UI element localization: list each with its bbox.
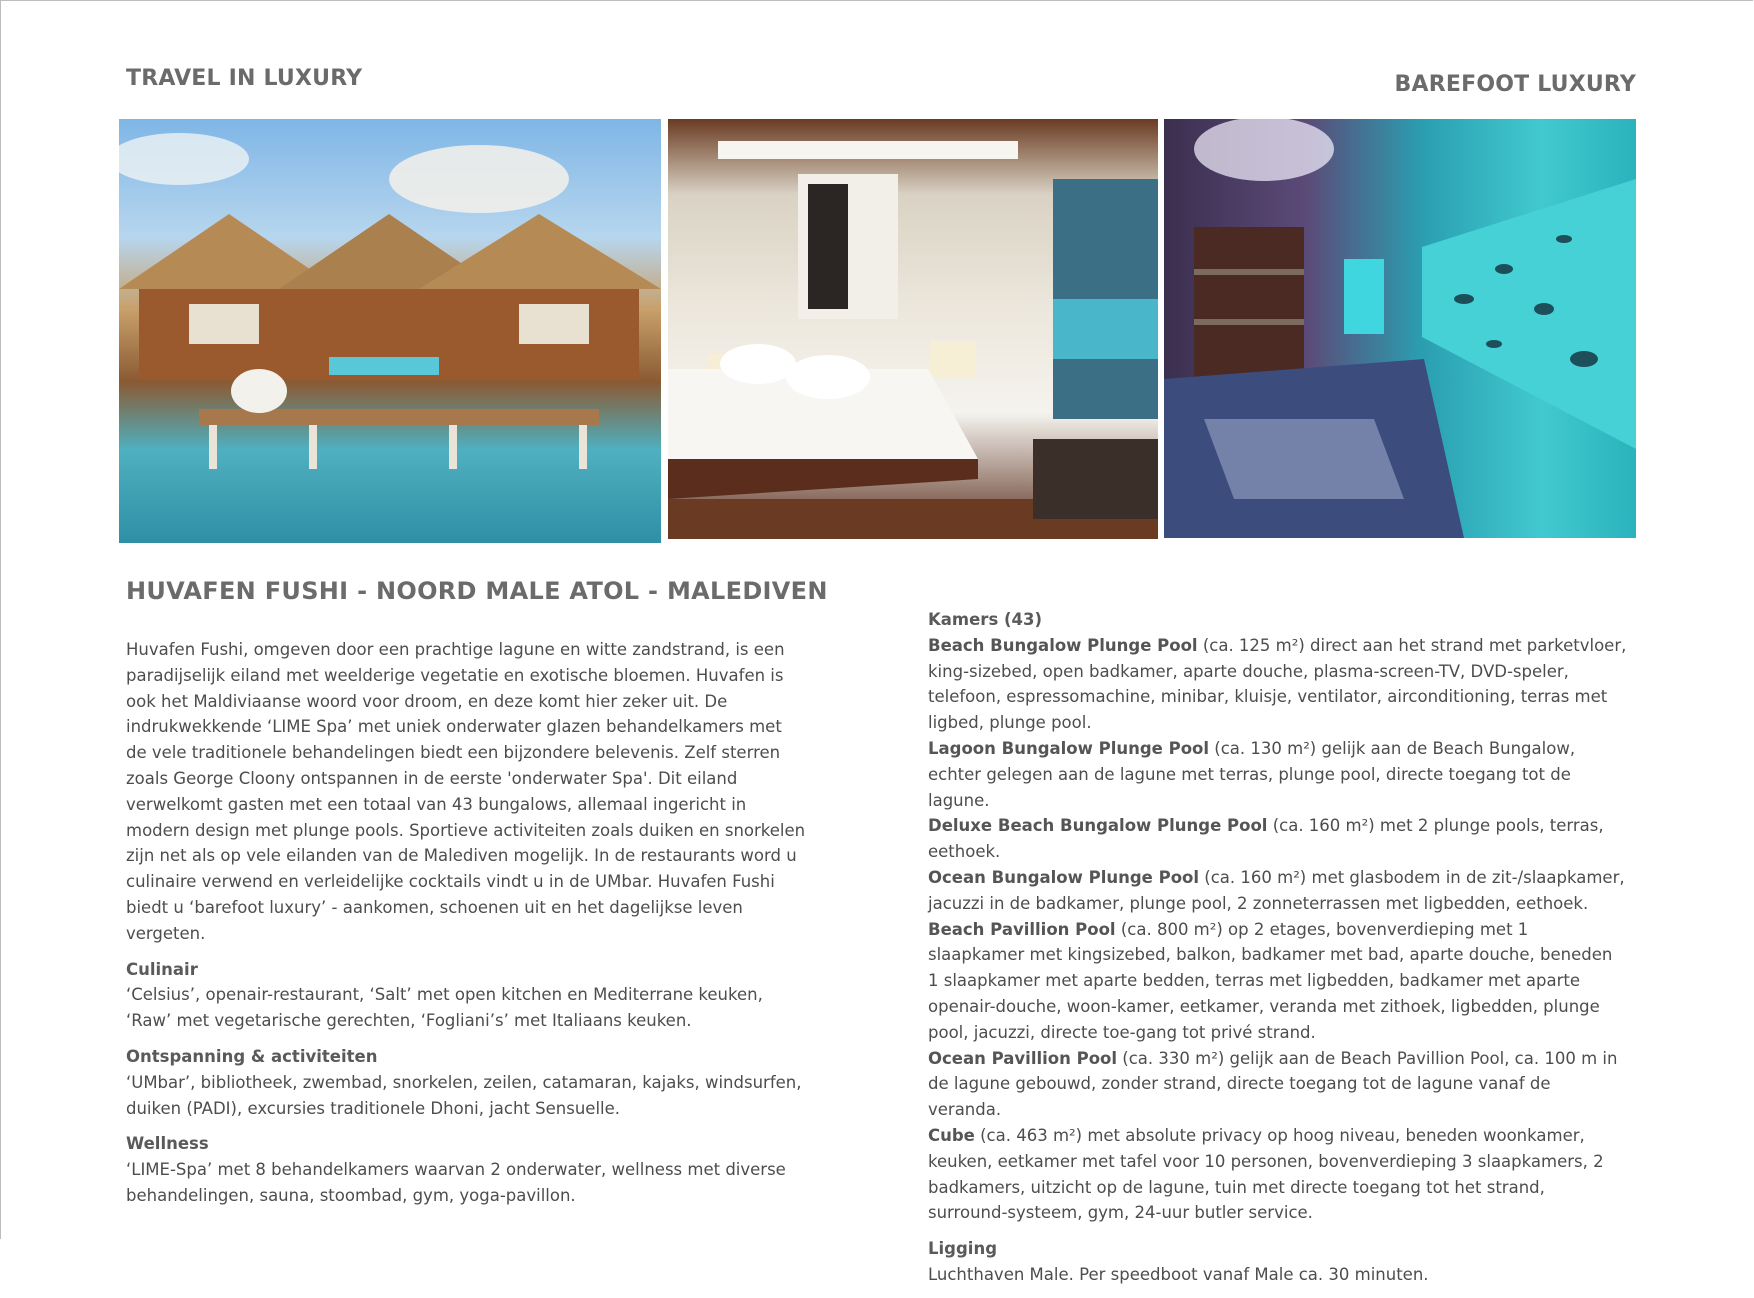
room-name: Lagoon Bungalow Plunge Pool (928, 738, 1210, 758)
room-entry (928, 736, 1628, 813)
travel-in-luxury-kicker: TRAVEL IN LUXURY (126, 66, 363, 91)
room-name: Deluxe Beach Bungalow Plunge Pool (928, 816, 1268, 836)
room-entry (928, 865, 1628, 917)
room-name: Beach Bungalow Plunge Pool (928, 635, 1198, 655)
room-entry (928, 813, 1628, 865)
room-description: (ca. 125 m²) direct aan het strand met parketvloer, king-sizebed, open badkamer, aparte douche, plasma-screen-TV, DVD-speler, telefoon, espressomachine, minibar, kluisje, ventilator, airconditioning, terras met ligbed, plunge pool. (928, 635, 1627, 733)
barefoot-luxury-kicker: BAREFOOT LUXURY (1394, 72, 1636, 97)
room-description: (ca. 160 m²) met 2 plunge pools, terras, eethoek. (928, 816, 1604, 862)
overwater-bungalows-photo (119, 119, 661, 543)
room-entry (928, 633, 1628, 736)
intro-paragraph: Huvafen Fushi, omgeven door een prachtige lagune en witte zandstrand, is een paradijselijk eiland met weelderige vegetatie en exotische bloemen. Huvafen is ook het Maldiviaanse woord voor droom, en deze komt hier zeker uit. De indrukwekkende ‘LIME Spa’ met uniek onderwater glazen behandelkamers met de vele traditionele behandelingen biedt een bijzondere belevenis. Zelf sterren zoals George Cloony ontspannen in de eerste 'onderwater Spa'. Dit eiland verwelkomt gasten met een totaal van 43 bungalows, allemaal ingericht in modern design met plunge pools. Sportieve activiteiten zoals duiken en snorkelen zijn net als op vele eilanden van de Malediven mogelijk. In de restaurants word u culinaire verwend en verleidelijke cocktails vindt u in de UMbar. Huvafen Fushi biedt u ‘barefoot luxury’ - aankomen, schoenen uit en het dagelijkse leven vergeten. (126, 640, 806, 943)
location-body: Luchthaven Male. Per speedboot vanaf Male ca. 30 minuten. (928, 1264, 1429, 1284)
culinair-body: ‘Celsius’, openair-restaurant, ‘Salt’ met open kitchen en Mediterrane keuken, ‘Raw’ met vegetarische gerechten, ‘Fogliani’s’ met Italiaans keuken. (126, 985, 763, 1031)
resort-title: HUVAFEN FUSHI - NOORD MALE ATOL - MALEDIVEN (126, 577, 828, 605)
wellness-body: ‘LIME-Spa’ met 8 behandelkamers waarvan 2 onderwater, wellness met diverse behandelingen, sauna, stoombad, gym, yoga-pavillon. (126, 1160, 786, 1205)
room-description: (ca. 463 m²) met absolute privacy op hoog niveau, beneden woonkamer, keuken, eetkamer met tafel voor 10 personen, bovenverdieping 3 slaapkamers, 2 badkamers, uitzicht op de lagune, tuin met directe toegang tot het strand, surround-systeem, gym, 24-uur butler service. (928, 1125, 1604, 1223)
room-entry (928, 1123, 1628, 1226)
left-column (126, 637, 806, 1219)
room-description: (ca. 330 m²) gelijk aan de Beach Pavillion Pool, ca. 100 m in de lagune gebouwd, zonder strand, directe toegang tot de lagune vanaf de veranda. (928, 1048, 1618, 1120)
culinair-heading: Culinair (126, 959, 198, 979)
room-entry (928, 1046, 1628, 1123)
underwater-spa-photo (1164, 119, 1636, 538)
ontspanning-body: ‘UMbar’, bibliotheek, zwembad, snorkelen, zeilen, catamaran, kajaks, windsurfen, duiken (PADI), excursies traditionele Dhoni, jacht Sensuelle. (126, 1072, 802, 1118)
room-description: (ca. 160 m²) met glasbodem in de zit-/slaapkamer, jacuzzi in de badkamer, plunge pool, 2 zonneterrassen met ligbedden, eethoek. (928, 867, 1625, 913)
room-description: (ca. 130 m²) gelijk aan de Beach Bungalow, echter gelegen aan de lagune met terras, plunge pool, directe toegang tot de lagune. (928, 738, 1576, 810)
wellness-heading: Wellness (126, 1134, 209, 1154)
right-column (928, 607, 1628, 1298)
ontspanning-heading: Ontspanning & activiteiten (126, 1046, 378, 1066)
room-name: Ocean Bungalow Plunge Pool (928, 867, 1200, 887)
room-description: (ca. 800 m²) op 2 etages, bovenverdieping met 1 slaapkamer met kingsizebed, balkon, badkamer met bad, aparte douche, beneden 1 slaapkamer met aparte bedden, terras met ligbedden, badkamer met aparte openair-douche, woon-kamer, eetkamer, veranda met zithoek, ligbedden, plunge pool, jacuzzi, directe toe-gang tot privé strand. (928, 919, 1613, 1042)
rooms-heading: Kamers (43) (928, 610, 1043, 629)
room-name: Ocean Pavillion Pool (928, 1048, 1118, 1068)
room-name: Beach Pavillion Pool (928, 919, 1116, 939)
location-heading: Ligging (928, 1239, 998, 1259)
bedroom-photo (668, 119, 1158, 539)
section-spacer (928, 1226, 1628, 1236)
room-entry (928, 917, 1628, 1046)
room-name: Cube (928, 1125, 975, 1145)
